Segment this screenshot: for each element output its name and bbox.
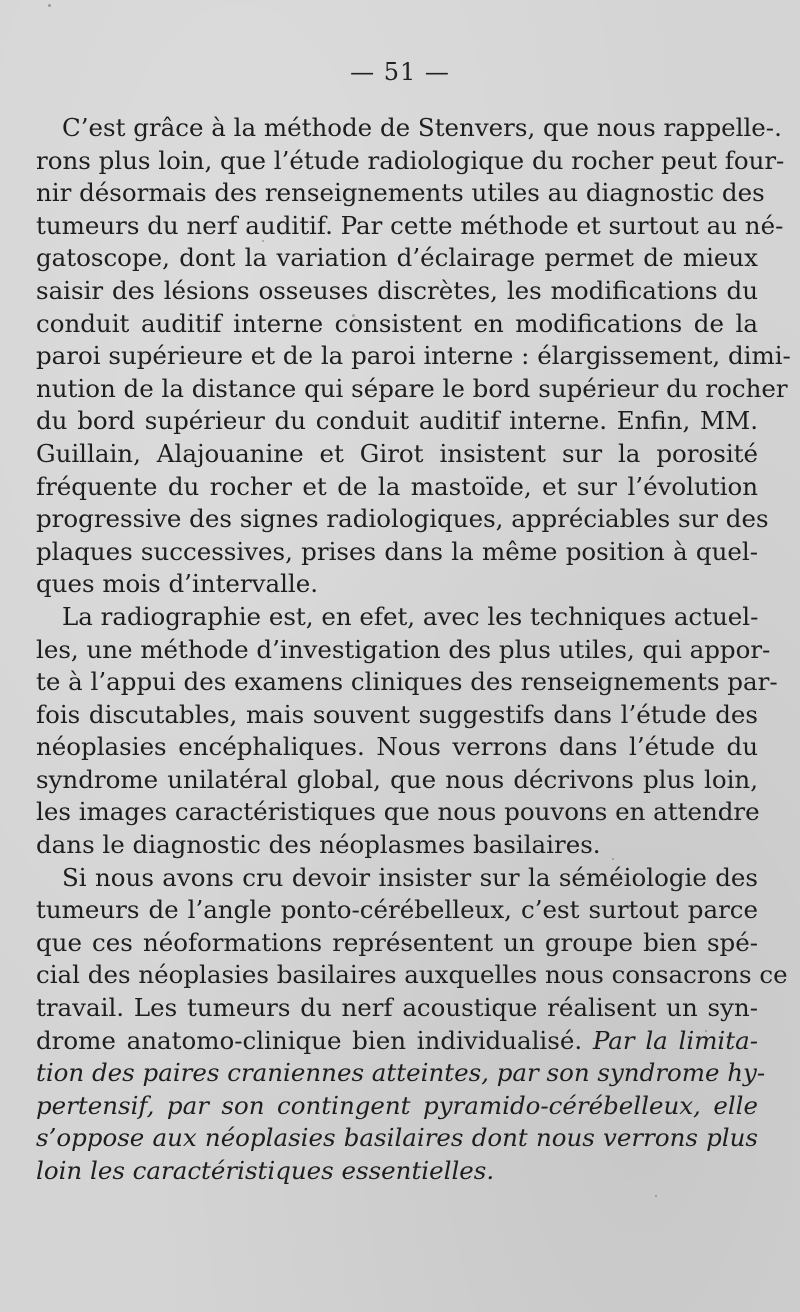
text-line: saisir des lésions osseuses discrètes, les modifications du xyxy=(36,275,758,305)
text-line: Guillain, Alajouanine et Girot insistent sur la porosité xyxy=(36,438,758,468)
text-line: s’oppose aux néoplasies basilaires dont nous verrons plus xyxy=(36,1123,758,1153)
text-line: nir désormais des renseignements utiles au diagnostic des xyxy=(36,178,765,208)
text-line xyxy=(36,1025,758,1058)
italic-text: Par la limita- xyxy=(592,1025,758,1055)
text-line: travail. Les tumeurs du nerf acoustique réalisent un syn- xyxy=(36,993,758,1023)
paper-speck xyxy=(48,4,51,7)
text-line: loin les caractéristiques essentielles. xyxy=(36,1156,495,1185)
paragraph xyxy=(36,112,791,601)
text-line: tumeurs du nerf auditif. Par cette méthode et surtout au né- xyxy=(36,210,784,240)
text-line: Si nous avons cru devoir insister sur la séméiologie des xyxy=(62,862,758,892)
paragraph xyxy=(36,862,788,1188)
text-line: les images caractéristiques que nous pouvons en attendre xyxy=(36,797,760,827)
paper-speck xyxy=(262,240,264,242)
text-line: ques mois d’intervalle. xyxy=(36,569,319,599)
text-line: conduit auditif interne consistent en modifications de la xyxy=(36,308,758,338)
text-line: tumeurs de l’angle ponto-cérébelleux, c’est surtout parce xyxy=(36,895,758,925)
text-line: du bord supérieur du conduit auditif interne. Enfin, MM. xyxy=(36,406,758,436)
text-line: fréquente du rocher et de la mastoïde, et sur l’évolution xyxy=(36,471,758,501)
body-text xyxy=(36,112,791,1188)
text-line: C’est grâce à la méthode de Stenvers, que nous rappelle-. xyxy=(62,113,782,142)
text-line: te à l’appui des examens cliniques des renseignements par- xyxy=(36,667,778,697)
text-line: les, une méthode d’investigation des plus utiles, qui appor- xyxy=(36,634,771,664)
paper-speck xyxy=(705,1030,707,1032)
text-line: gatoscope, dont la variation d’éclairage permet de mieux xyxy=(36,243,758,273)
text-line: pertensif, par son contingent pyramido-cérébelleux, elle xyxy=(36,1090,758,1120)
text-line: que ces néoformations représentent un groupe bien spé- xyxy=(36,927,758,957)
paper-speck xyxy=(655,1195,657,1197)
text-line: tion des paires craniennes atteintes, par son syndrome hy- xyxy=(36,1058,766,1088)
paper-speck xyxy=(612,858,614,860)
paper-speck xyxy=(352,314,355,317)
page-number: — 51 — xyxy=(350,58,450,86)
text-line: rons plus loin, que l’étude radiologique du rocher peut four- xyxy=(36,145,785,175)
text-line: syndrome unilatéral global, que nous décrivons plus loin, xyxy=(36,764,758,794)
text-line: fois discutables, mais souvent suggestifs dans l’étude des xyxy=(36,699,758,729)
text-line: paroi supérieure et de la paroi interne : élargissement, dimi- xyxy=(36,341,791,371)
text-line: plaques successives, prises dans la même position à quel- xyxy=(36,536,758,566)
text-segment: drome anatomo-clinique bien individualisé. xyxy=(36,1025,593,1055)
text-line: progressive des signes radiologiques, appréciables sur des xyxy=(36,504,769,534)
text-line: La radiographie est, en efet, avec les techniques actuel- xyxy=(62,601,759,631)
paragraph xyxy=(36,601,778,862)
text-line: néoplasies encéphaliques. Nous verrons dans l’étude du xyxy=(36,732,758,762)
text-line: nution de la distance qui sépare le bord supérieur du rocher xyxy=(36,373,788,403)
text-line: dans le diagnostic des néoplasmes basilaires. xyxy=(36,830,601,860)
text-line: cial des néoplasies basilaires auxquelles nous consacrons ce xyxy=(36,960,788,990)
